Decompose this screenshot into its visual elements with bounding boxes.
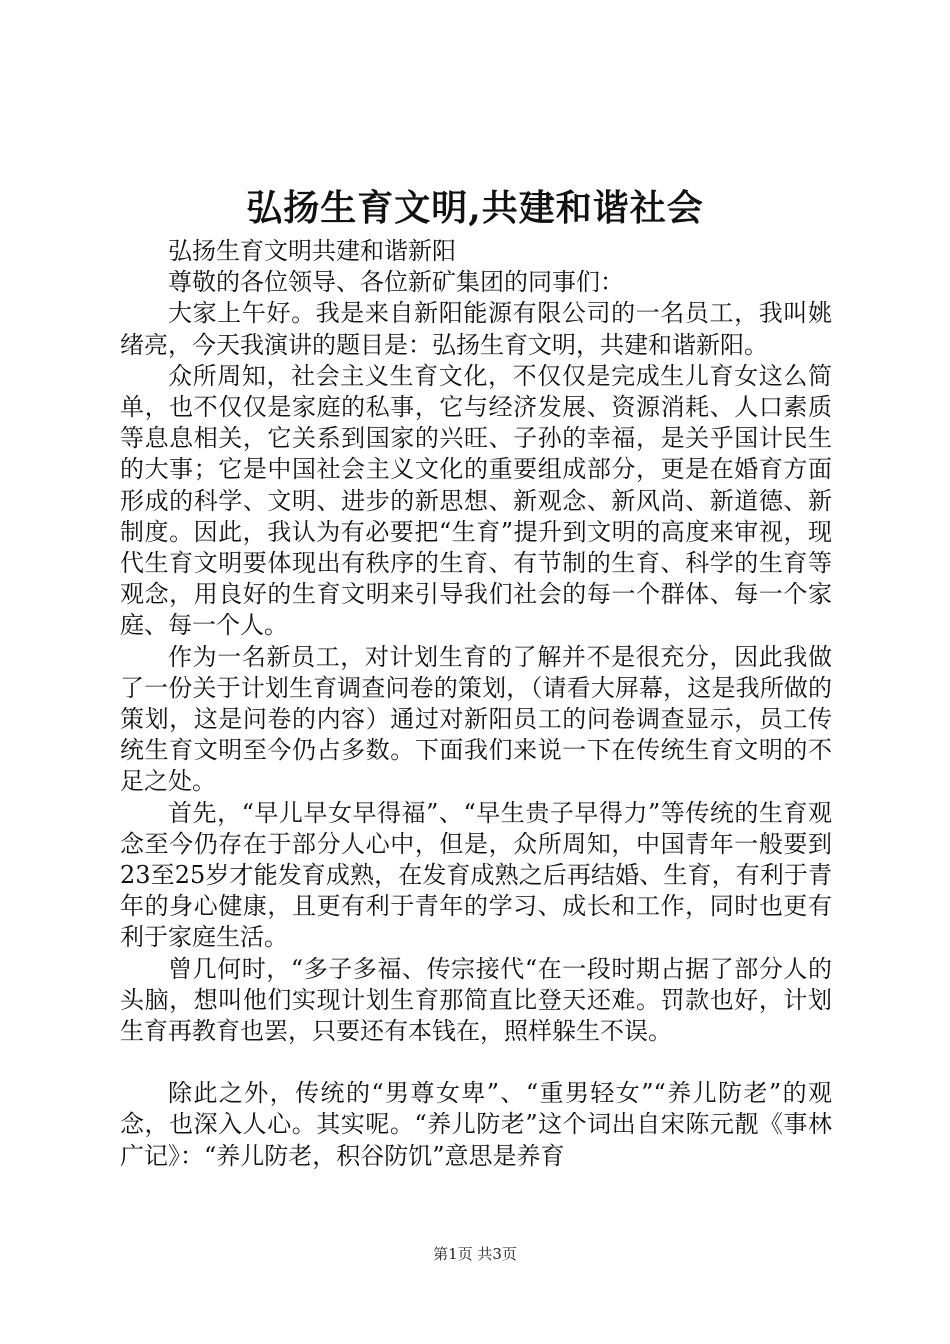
body-paragraph: 众所周知，社会主义生育文化，不仅仅是完成生儿育女这么简单，也不仅仅是家庭的私事，它与经济发展、资源消耗、人口素质等息息相关，它关系到国家的兴旺、子孙的幸福，是关乎国计民生的大事；它是中国社会主义文化的重要组成部分，更是在婚育方面形成的科学、文明、进步的新思想、新观念、新风尚、新道德、新制度。因此，我认为有必要把“生育”提升到文明的高度来审视，现代生育文明要体现出有秩序的生育、有节制的生育、科学的生育等观念，用良好的生育文明来引导我们社会的每一个群体、每一个家庭、每一个人。 xyxy=(120,361,832,640)
body-paragraph: 大家上午好。我是来自新阳能源有限公司的一名员工，我叫姚绪亮，今天我演讲的题目是：弘扬生育文明，共建和谐新阳。 xyxy=(120,299,832,359)
body-paragraph: 曾几何时，“多子多福、传宗接代“在一段时期占据了部分人的头脑，想叫他们实现计划生育那简直比登天还难。罚款也好，计划生育再教育也罢，只要还有本钱在，照样躲生不误。 xyxy=(120,954,832,1046)
body-paragraph: 除此之外，传统的“男尊女卑”、“重男轻女”“养儿防老”的观念，也深入人心。其实呢。“养儿防老”这个词出自宋陈元靓《事林广记》：“养儿防老，积谷防饥”意思是养育 xyxy=(120,1079,832,1170)
body-paragraph: 首先，“早儿早女早得福”、“早生贵子早得力”等传统的生育观念至今仍存在于部分人心中，但是，众所周知，中国青年一般要到23至25岁才能发育成熟，在发育成熟之后再结婚、生育，有利于青年的身心健康，且更有利于青年的学习、成长和工作，同时也更有利于家庭生活。 xyxy=(120,798,832,952)
document-body xyxy=(120,236,832,1172)
body-paragraph: 作为一名新员工，对计划生育的了解并不是很充分，因此我做了一份关于计划生育调查问卷的策划，（请看大屏幕，这是我所做的策划，这是问卷的内容）通过对新阳员工的问卷调查显示，员工传统生育文明至今仍占多数。下面我们来说一下在传统生育文明的不足之处。 xyxy=(120,642,832,796)
document-title: 弘扬生育文明,共建和谐社会 xyxy=(246,187,704,229)
page-number-footer: 第1页 共3页 xyxy=(433,1245,517,1263)
salutation-paragraph: 尊敬的各位领导、各位新矿集团的同事们： xyxy=(168,268,624,297)
subtitle-paragraph: 弘扬生育文明共建和谐新阳 xyxy=(168,237,456,265)
